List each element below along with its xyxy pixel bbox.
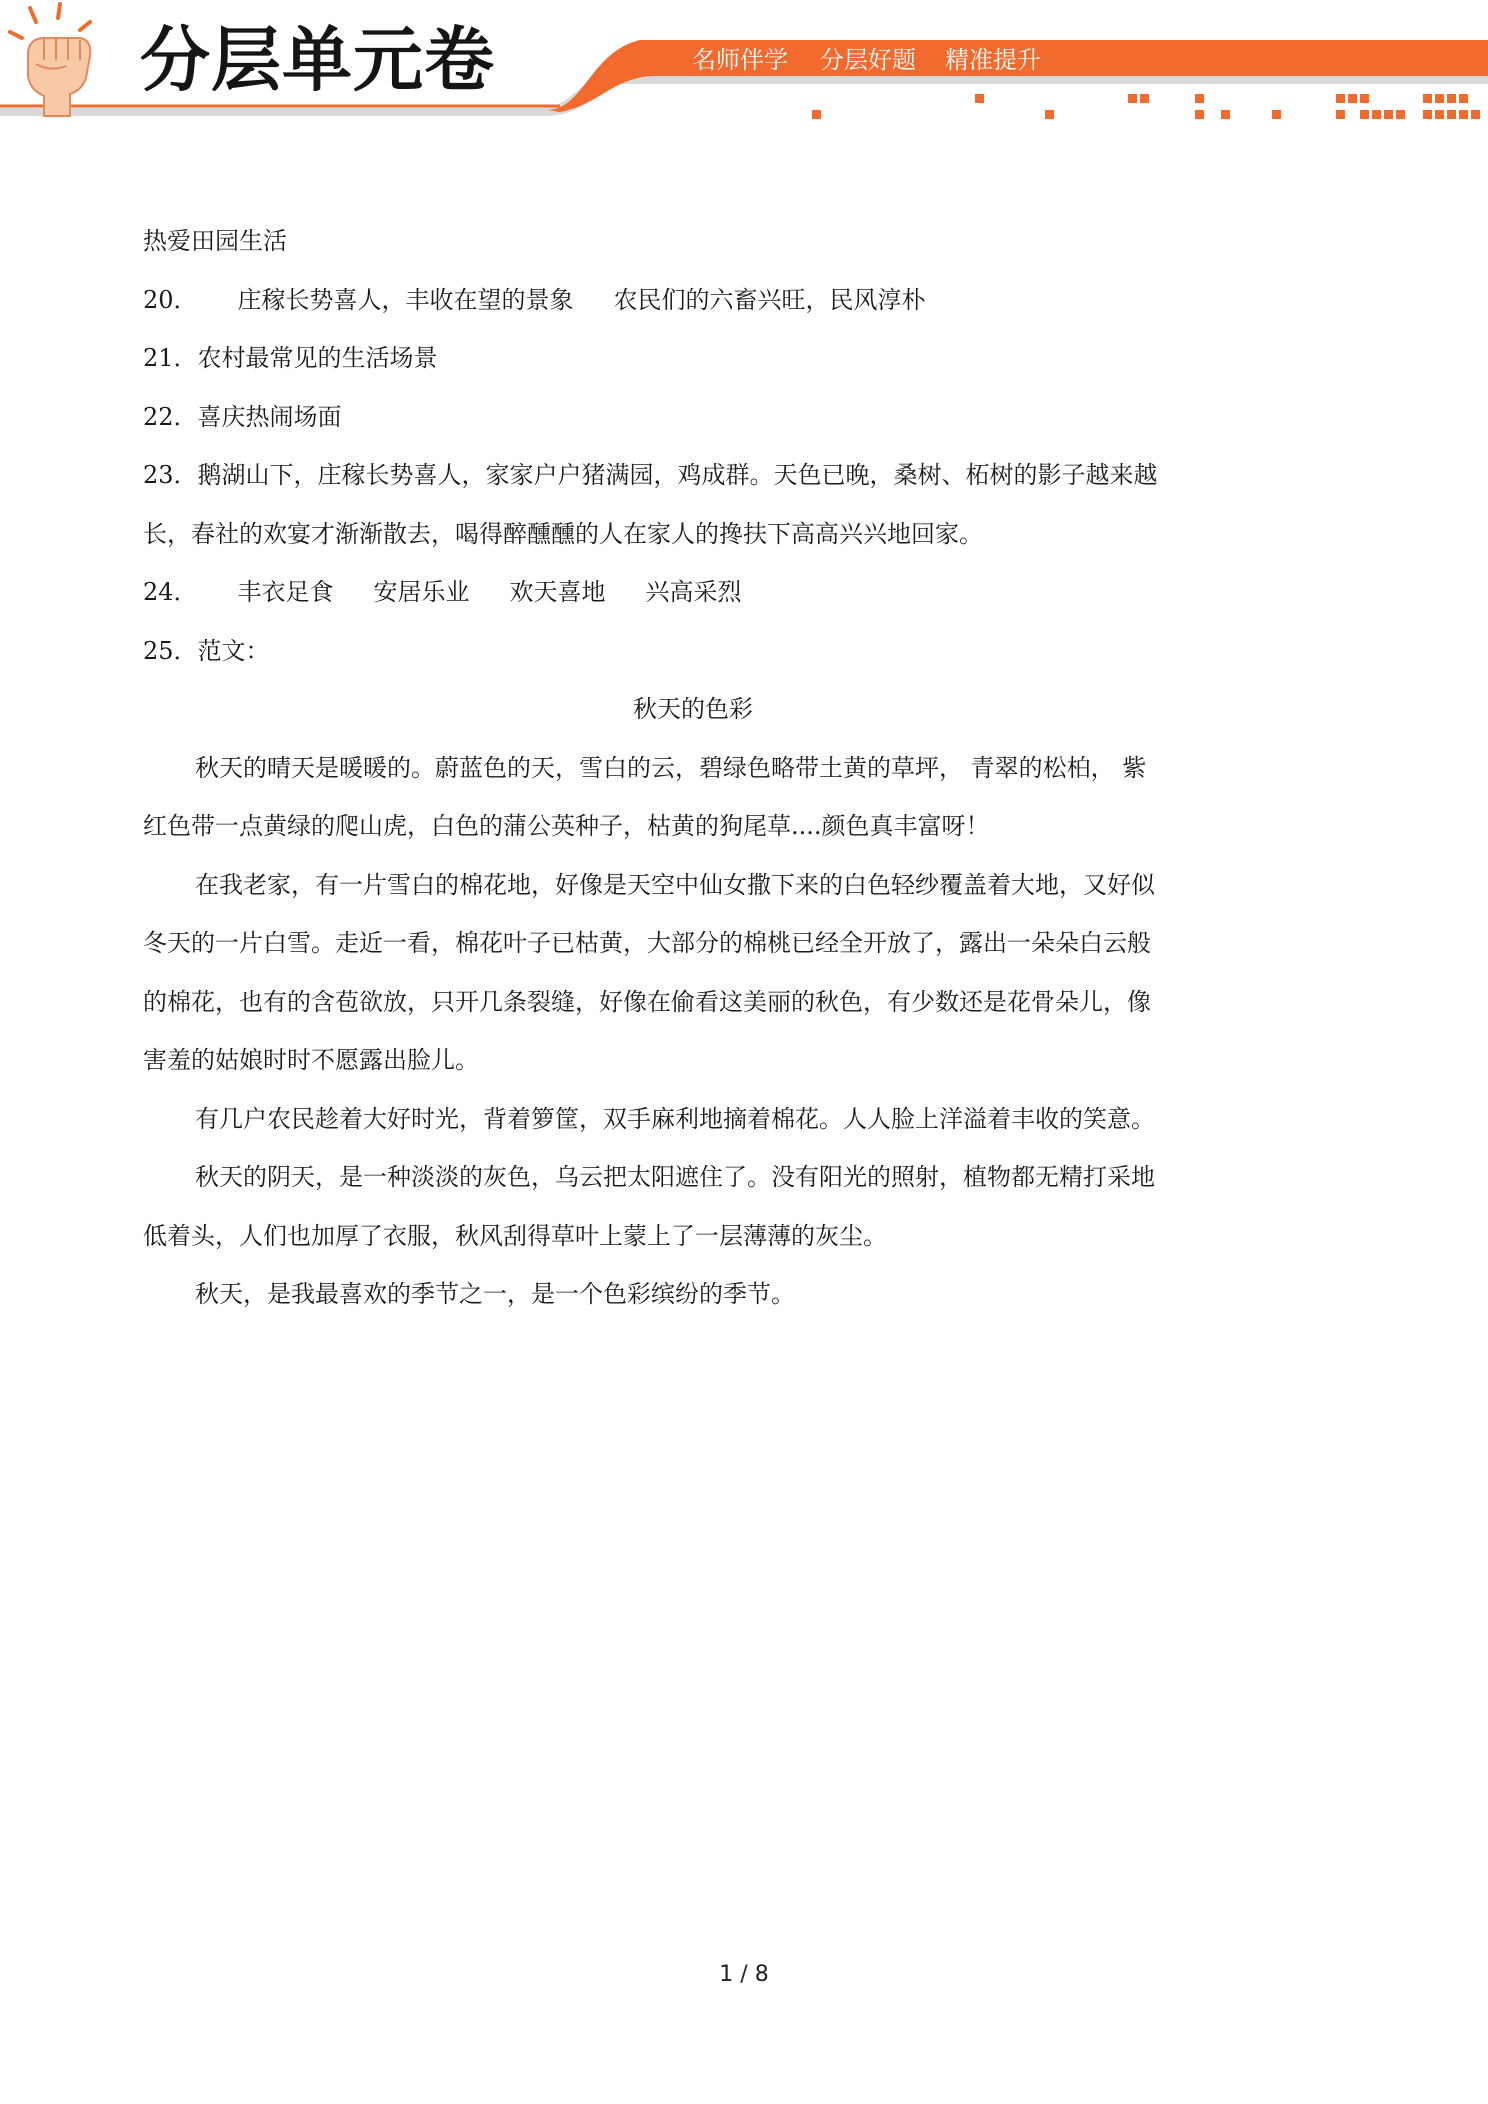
answer-content [143,212,1243,1324]
essay-paragraph-2: 在我老家，有一片雪白的棉花地，好像是天空中仙女撒下来的白色轻纱覆盖着大地，又好似 [195,870,1155,899]
question-number: 24． [143,578,198,606]
answer-24 [143,563,1243,622]
answer-23 [143,446,1243,505]
question-number: 25． [143,636,198,665]
essay-paragraph-4: 秋天的阴天，是一种淡淡的灰色，乌云把太阳遮住了。没有阳光的照射，植物都无精打采地 [195,1163,1155,1191]
slogan-2: 分层好题 [820,46,916,74]
question-number: 23． [143,461,198,489]
answer-text: 喜庆热闹场面 [197,402,342,431]
page-header [0,0,1488,140]
raised-fist-icon [0,0,110,120]
essay-paragraph-3: 有几户农民趁着大好时光，背着箩筐，双手麻利地摘着棉花。人人脸上洋溢着丰收的笑意。 [195,1104,1155,1133]
page-number: 1 / 8 [719,1962,769,1987]
essay-paragraph-1-continued: 红色带一点黄绿的爬山虎，白色的蒲公英种子，枯黄的狗尾草....颜色真丰富呀！ [143,812,990,840]
answer-text: 农村最常见的生活场景 [197,344,438,372]
essay-paragraph-4-continued: 低着头，人们也加厚了衣服，秋风刮得草叶上蒙上了一层薄薄的灰尘。 [143,1221,887,1250]
slogan-3: 精准提升 [945,46,1041,74]
answer-text: 安居乐业 [373,578,470,606]
essay-paragraph-2-continued: 的棉花，也有的含苞欲放，只开几条裂缝，好像在偷看这美丽的秋色，有少数还是花骨朵儿，像 [143,987,1151,1016]
answer-text: 农民们的六畜兴旺，民风淳朴 [613,285,926,314]
answer-text: 兴高采烈 [645,578,742,606]
essay-paragraph-1: 秋天的晴天是暖暖的。蔚蓝色的天，雪白的云，碧绿色略带土黄的草坪， 青翠的松柏， 紫 [195,753,1147,782]
answer-21 [143,329,1243,388]
question-number: 21． [143,344,198,372]
essay-paragraph-5: 秋天，是我最喜欢的季节之一，是一个色彩缤纷的季节。 [195,1280,795,1308]
answer-text: 欢天喜地 [509,578,606,606]
answer-text: 庄稼长势喜人，丰收在望的景象 [237,285,574,314]
answer-22 [143,388,1243,447]
essay-paragraph-2-continued: 害羞的姑娘时时不愿露出脸儿。 [143,1046,479,1074]
slogan-1: 名师伴学 [692,46,788,74]
question-number: 22． [143,402,198,431]
answer-20 [143,271,1243,330]
answer-text: 范文： [197,636,270,665]
brand-title: 分层单元卷 [140,19,495,101]
answer-text: 鹅湖山下，庄稼长势喜人，家家户户猪满园，鸡成群。天色已晚，桑树、柘树的影子越来越 [197,461,1158,489]
answer-23-continued: 长，春社的欢宴才渐渐散去，喝得醉醺醺的人在家人的搀扶下高高兴兴地回家。 [143,519,983,548]
question-number: 20． [143,285,198,314]
answer-25 [143,622,1243,681]
essay-title: 秋天的色彩 [633,695,753,723]
answer-intro: 热爱田园生活 [143,227,287,255]
essay-paragraph-2-continued: 冬天的一片白雪。走近一看，棉花叶子已枯黄，大部分的棉桃已经全开放了，露出一朵朵白云般 [143,929,1151,957]
answer-text: 丰衣足食 [237,578,334,606]
